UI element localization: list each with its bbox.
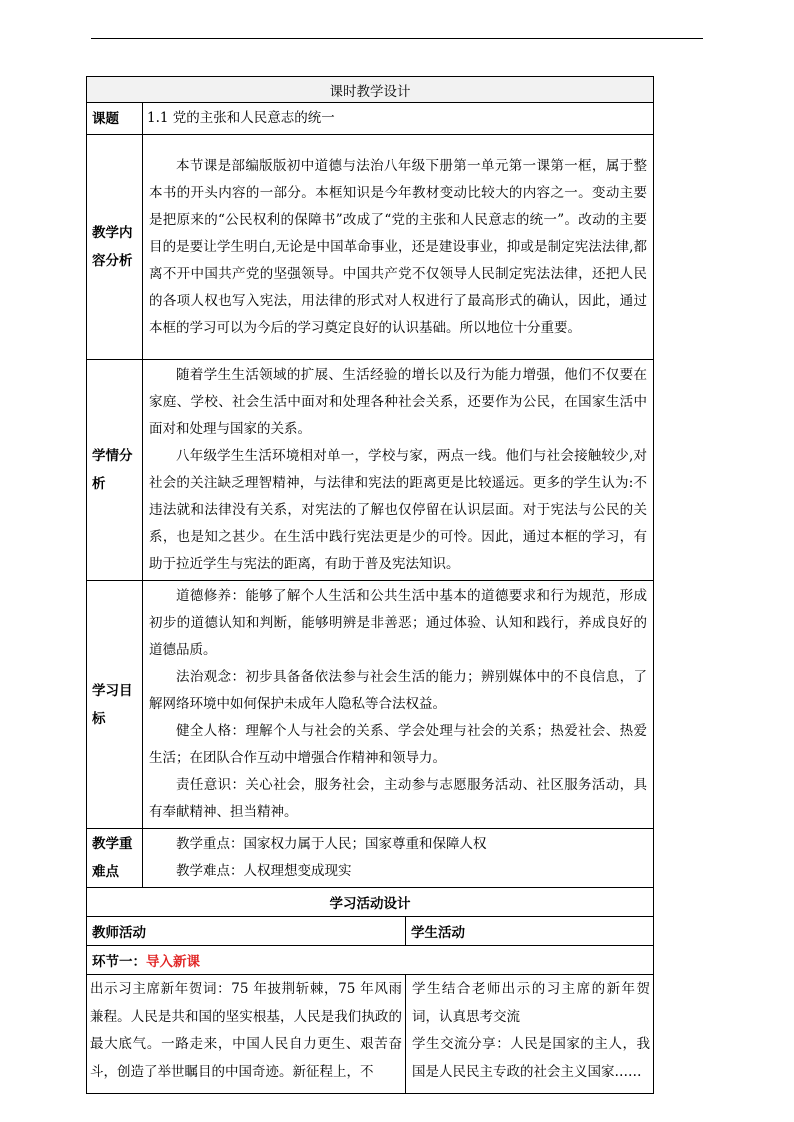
content-analysis-label [87,135,143,360]
objectives-row [87,581,654,829]
student-activity-text-1: 学生结合老师出示的习主席的新年贺词，认真思考交流 [412,981,651,1025]
objective-personality: 健全人格：理解个人与社会的关系、学会处理与社会的关系；热爱社会、热爱生活；在团队合作互动中增强合作精神和领导力。 [149,723,648,766]
teacher-activity-text: 出示习主席新年贺词：75 年披荆斩棘，75 年风雨兼程。人民是共和国的坚实根基，人民是我们执政的最大底气。一路走来，中国人民自力更生、艰苦奋斗，创造了举世瞩目的中国奇迹。新征程上，不 [90,981,402,1080]
learner-analysis-paragraph-2: 八年级学生生活环境相对单一，学校与家，两点一线。他们与社会接触较少,对社会的关注缺乏理智精神，与法律和宪法的距离更是比较遥远。更多的学生认为:不违法就和法律没有关系，对宪法的了解也仅停留在认识层面。对于宪法与公民的关系，也是知之甚少。在生活中践行宪法更是少的可怜。因此，通过本框的学习，有助于拉近学生与宪法的距离，有助于普及宪法知识。 [149,448,648,572]
content-analysis-text: 本节课是部编版版初中道德与法治八年级下册第一单元第一课第一框，属于整本书的开头内容的一部分。本框知识是今年教材变动比较大的内容之一。变动主要是把原来的“公民权利的保障书”改成了“党的主张和人民意志的统一”。改动的主要目的是要让学生明白,无论是中国革命事业，还是建设事业，抑或是制定宪法法律,都离不开中国共产党的坚强领导。中国共产党不仅领导人民制定宪法法律，还把人民的各项人权也写入宪法，用法律的形式对人权进行了最高形式的确认，因此，通过本框的学习可以为今后的学习奠定良好的认识基础。所以地位十分重要。 [149,157,648,336]
table-header-row [87,77,654,103]
learner-analysis-label-line2: 析 [92,476,106,492]
key-points-text-cell [143,829,654,888]
teacher-activity-header: 教师活动 [87,917,406,946]
key-points-label-line1: 教学重 [92,836,133,852]
step-one-name: 导入新课 [146,954,200,970]
table-title: 课时教学设计 [87,77,654,103]
objective-law: 法治观念：初步具备备依法参与社会生活的能力；辨别媒体中的不良信息，了解网络环境中如何保护未成年人隐私等合法权益。 [149,669,648,712]
topic-row [87,103,654,135]
key-points-label [87,829,143,888]
content-analysis-label-line2: 容分析 [92,253,133,269]
objectives-text-cell [143,581,654,829]
teacher-activity-cell [87,975,406,1094]
learner-analysis-text-cell [143,360,654,581]
header-rule [91,38,703,39]
objectives-label-line2: 标 [92,710,106,727]
lesson-plan-table [86,76,654,1094]
learner-analysis-label-line1: 学情分 [92,448,133,464]
objectives-label [87,581,143,829]
student-activity-header: 学生活动 [406,917,654,946]
objectives-label-line1: 学习目 [92,682,133,699]
learner-analysis-paragraph-1: 随着学生生活领域的扩展、生活经验的增长以及行为能力增强，他们不仅要在家庭、学校、社会生活中面对和处理各种社会关系，还要作为公民，在国家生活中面对和处理与国家的关系。 [149,367,648,437]
activity-design-title: 学习活动设计 [87,888,654,917]
learner-analysis-row [87,360,654,581]
objective-responsibility: 责任意识：关心社会，服务社会，主动参与志愿服务活动、社区服务活动，具有奉献精神、担当精神。 [149,777,648,820]
content-analysis-row [87,135,654,360]
step-one-heading [87,946,654,975]
content-analysis-label-line1: 教学内 [92,225,133,241]
student-activity-text-2: 学生交流分享：人民是国家的主人，我国是人民民主专政的社会主义国家…… [412,1036,651,1080]
key-points-label-line2: 难点 [92,864,119,880]
difficult-point: 教学难点：人权理想变成现实 [176,863,352,879]
student-activity-cell [406,975,654,1094]
topic-label: 课题 [87,103,143,135]
activity-columns-row [87,917,654,946]
key-point: 教学重点：国家权力属于人民；国家尊重和保障人权 [176,836,487,852]
learner-analysis-label [87,360,143,581]
step-one-prefix: 环节一： [92,954,146,970]
step-one-content-row [87,975,654,1094]
activity-design-row [87,888,654,917]
step-one-row [87,946,654,975]
content-analysis-text-cell [143,135,654,360]
key-points-row [87,829,654,888]
topic-value: 1.1 党的主张和人民意志的统一 [143,103,654,135]
objective-moral: 道德修养：能够了解个人生活和公共生活中基本的道德要求和行为规范，形成初步的道德认知和判断，能够明辨是非善恶；通过体验、认知和践行，养成良好的道德品质。 [149,588,648,658]
